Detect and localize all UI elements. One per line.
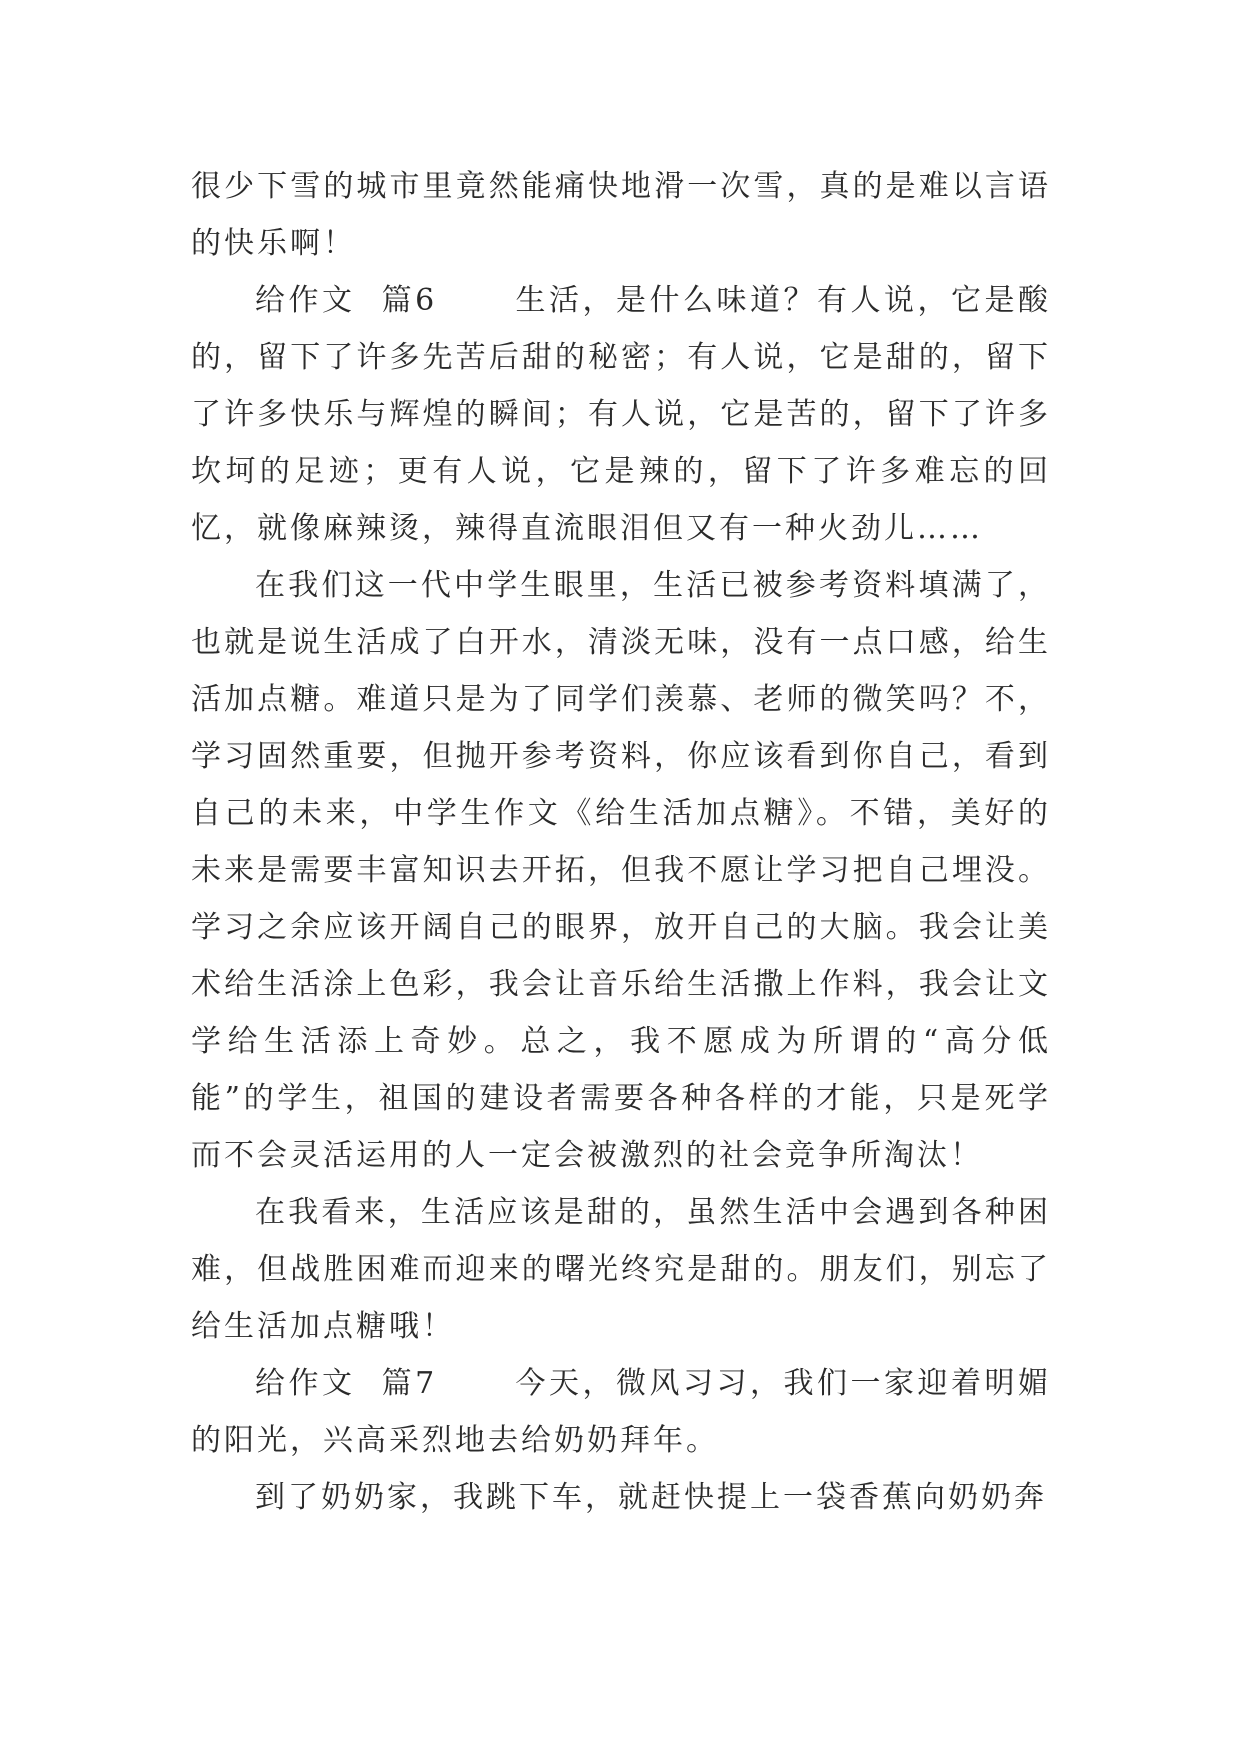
paragraph-1: [191, 158, 1051, 272]
paragraph-text: 到了奶奶家，我跳下车，就赶快提上一袋香蕉向奶奶奔: [255, 1480, 1047, 1515]
paragraph-text: 今天，微风习习，我们一家迎着明媚的阳光，兴高采烈地去给奶奶拜年。: [191, 1366, 1051, 1458]
paragraph-2: [191, 272, 1051, 557]
paragraph-text: 在我们这一代中学生眼里，生活已被参考资料填满了，也就是说生活成了白开水，清淡无味，没有一点口感，给生活加点糖。难道只是为了同学们羡慕、老师的微笑吗？不，学习固然重要，但抛开参考资料，你应该看到你自己，看到自己的未来，中学生作文《给生活加点糖》。不错，美好的未来是需要丰富知识去开拓，但我不愿让学习把自己埋没。学习之余应该开阔自己的眼界，放开自己的大脑。我会让美术给生活涂上色彩，我会让音乐给生活撒上作料，我会让文学给生活添上奇妙。总之，我不愿成为所谓的“高分低能”的学生，祖国的建设者需要各种各样的才能，只是死学而不会灵活运用的人一定会被激烈的社会竞争所淘汰！: [191, 568, 1051, 1173]
essay-heading-7: 给作文 篇7: [255, 1366, 438, 1401]
paragraph-4: [191, 1184, 1051, 1355]
paragraph-text: 很少下雪的城市里竟然能痛快地滑一次雪，真的是难以言语的快乐啊！: [191, 169, 1051, 261]
paragraph-3: [191, 557, 1051, 1184]
paragraph-text: 生活，是什么味道？有人说，它是酸的，留下了许多先苦后甜的秘密；有人说，它是甜的，留下了许多快乐与辉煌的瞬间；有人说，它是苦的，留下了许多坎坷的足迹；更有人说，它是辣的，留下了许多难忘的回忆，就像麻辣烫，辣得直流眼泪但又有一种火劲儿……: [191, 283, 1051, 546]
document-body: [191, 158, 1051, 1526]
paragraph-5: [191, 1355, 1051, 1469]
paragraph-6: [191, 1469, 1051, 1526]
essay-heading-6: 给作文 篇6: [255, 283, 438, 318]
paragraph-text: 在我看来，生活应该是甜的，虽然生活中会遇到各种困难，但战胜困难而迎来的曙光终究是甜的。朋友们，别忘了给生活加点糖哦！: [191, 1195, 1051, 1344]
